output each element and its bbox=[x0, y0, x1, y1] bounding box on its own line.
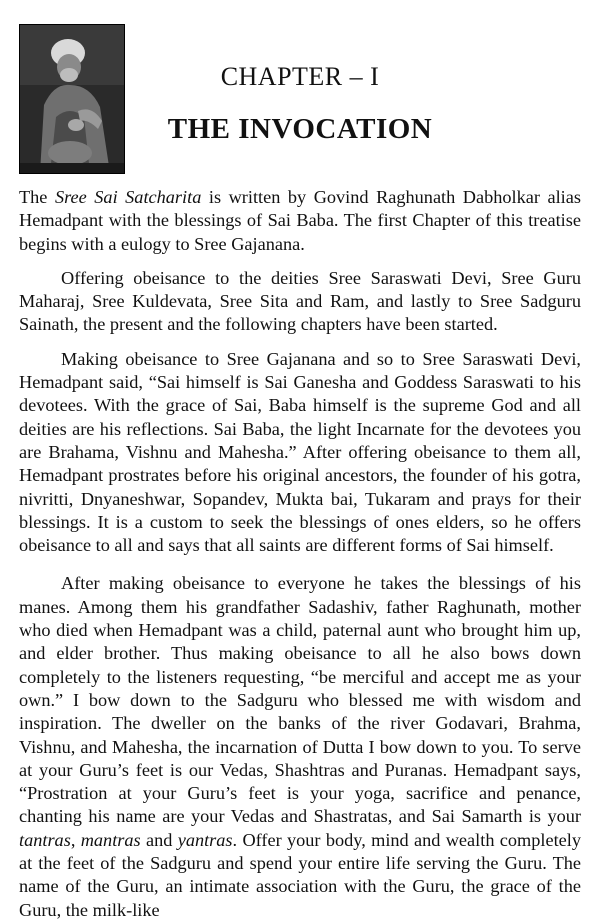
sai-baba-portrait-photo bbox=[19, 24, 125, 174]
paragraph-1 bbox=[19, 186, 581, 256]
chapter-title-heading: THE INVOCATION bbox=[167, 113, 433, 145]
paragraph-4 bbox=[19, 572, 581, 921]
yantras-italic: yantras bbox=[177, 829, 233, 850]
chapter-number-heading: CHAPTER – I bbox=[220, 62, 380, 91]
paragraph-4-part-d: . Offer your body, mind and wealth completely at the feet of the Sadguru and spend your entire life serving the Guru. The name of the Guru, an intimate association with the Guru, the grace of the Guru, the milk-like bbox=[19, 829, 582, 920]
mantras-italic: mantras bbox=[80, 829, 141, 850]
paragraph-4-part-b: , bbox=[70, 829, 81, 850]
chapter-body-text bbox=[19, 186, 581, 922]
book-title-italic: Sree Sai Satcharita bbox=[54, 187, 202, 207]
tantras-italic: tantras bbox=[19, 829, 71, 850]
portrait-illustration bbox=[20, 25, 124, 173]
paragraph-1-rest: is written by Govind Raghunath Dabholkar alias Hemadpant with the blessings of Sai Baba. The first Chapter of this treatise begins with a eulogy to Sree Gajanana. bbox=[19, 187, 581, 254]
paragraph-3: Making obeisance to Sree Gajanana and so to Sree Saraswati Devi, Hemadpant said, “Sai himself is Sai Ganesha and Goddess Saraswati to his devotees. With the grace of Sai, Baba himself is the supreme God and all deities are his reflections. Sai Baba, the light Incarnate for the devotees you are Brahama, Vishnu and Mahesha.” After offering obeisance to them all, Hemadpant prostrates before his original ancestors, the founder of his gotra, nivritti, Dnyaneshwar, Sopandev, Mukta bai, Tukaram and prays for their blessings. It is a custom to seek the blessings of ones elders, so he offers obeisance to all and says that all saints are different forms of Sai himself. bbox=[19, 348, 581, 556]
paragraph-1-lead: The bbox=[19, 187, 55, 207]
paragraph-4-part-c: and bbox=[140, 829, 178, 850]
paragraph-4-part-a: After making obeisance to everyone he takes the blessings of his manes. Among them his grandfather Sadashiv, father Raghunath, mother who died when Hemadpant was a child, paternal aunt who brought him up, and elder brother. Thus making obeisance to all he also bows down completely to the listeners requesting, “be merciful and accept me as your own.” I bow down to the Sadguru who blessed me with wisdom and inspiration. The dweller on the banks of the river Godavari, Brahma, Vishnu, and Mahesha, the incarnation of Dutta I bow down to you. To serve at your Guru’s feet is our Vedas, Shashtras and Puranas. Hemadpant says, “Prostration at your Guru’s feet is your yoga, sacrifice and penance, chanting his name are your Vedas and Shastratas, and Sai Samarth is your bbox=[19, 573, 581, 827]
paragraph-2: Offering obeisance to the deities Sree Saraswati Devi, Sree Guru Maharaj, Sree Kuldevata, Sree Sita and Ram, and lastly to Sree Sadguru Sainath, the present and the following chapters have been started. bbox=[19, 267, 581, 335]
